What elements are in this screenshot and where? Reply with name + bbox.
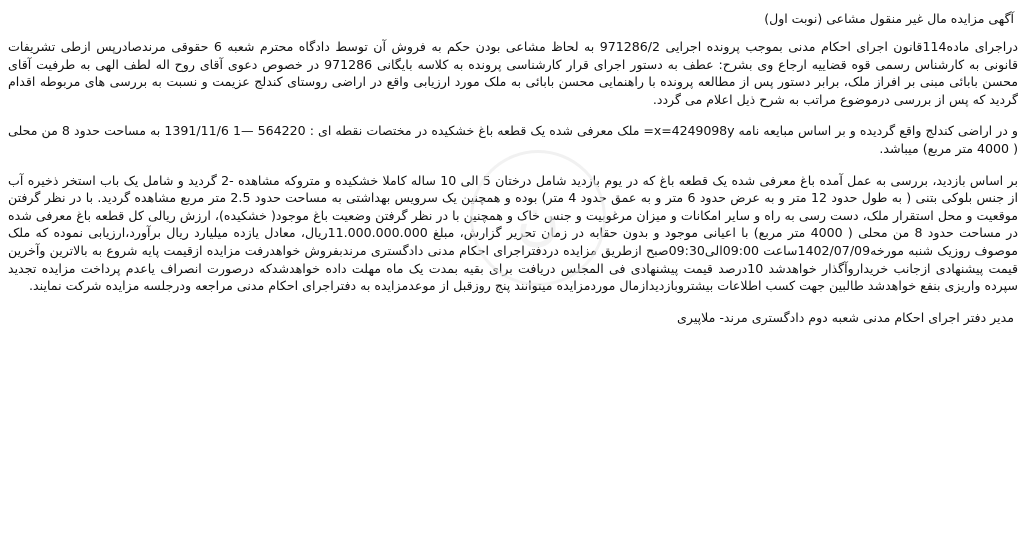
notice-title: آگهی مزایده مال غیر منقول مشاعی (نوبت اول) — [764, 11, 1014, 26]
paragraph-property-location: و در اراضی کندلج واقع گردیده و بر اساس مبایعه نامه x=4249098y= ملک معرفی شده یک قطعه باغ خشکیده در مختصات نقطه ای : 564220 —1 1391/11/6 به مساحت حدود 8 من محلی ( 4000 متر مربع) میباشد. — [8, 123, 1018, 156]
emblem-watermark-icon: ن — [470, 150, 606, 286]
paragraph-intro: دراجرای ماده114قانون اجرای احکام مدنی بموجب پرونده اجرایی 971286/2 به لحاظ مشاعی بودن حکم به فروش آن توسط دادگاه محترم شعبه 6 حقوقی مرندصادرپس ازطی تشریفات قانونی به کارشناس رسمی قوه قضاییه ارجاع وی بشرح: عطف به دستور اجرای قرار کارشناسی پرونده به کلاسه بایگانی 971286 در خصوص دعوی آقای روح اله لطف الهی به طرفیت آقای محسن بابائی مبنی بر افراز ملک، برابر دستور پس از مطالعه پرونده با راهنمایی محسن بابائی به ملک مورد ارزیابی واقع در اراضی روستای کندلج عزیمت و نسبت به بررسی های مربوطه اقدام گردید که پس از بررسی درموضوع مراتب به شرح ذیل اعلام می گردد. — [8, 39, 1018, 107]
paragraph-inspection-and-auction-terms: بر اساس بازدید، بررسی به عمل آمده باغ معرفی شده یک قطعه باغ که در یوم بازدید شامل درختان 5 الی 10 ساله کاملا خشکیده و متروکه مشاهده -2 گردید و شامل یک باب استخر ذخیره آب از جنس بلوکی بتنی ( به طول حدود 12 متر و به عرض حدود 6 متر و به عمق حدود 4 متر) بوده و همچنین یک سرویس بهداشتی به مساحت حدود 2.5 متر مربع مشاهده گردید. با در نظر گرفتن موقعیت و محل استقرار ملک، دست رسی به راه و سایر امکانات و میزان مرغوبیت و جنس خاک و همچنین با در نظر گرفتن وضعیت باغ موجود( خشکیده)، ارزش ریالی کل قطعه باغ معرفی شده در مساحت حدود 8 من محلی ( 4000 متر مربع) با اعیانی موجود و بدون حقابه در زمان تحریر گزارش، مبلغ 11.000.000.000ریال، معادل یازده میلیارد ریال برآورد،ارزیابی نموده که ملک موصوف روزیک شنبه مورخه1402/07/09ساعت 09:00الی09:30صبح ازطریق مزایده دردفتراجرای احکام مدنی دادگستری مرندبفروش خواهدرفت مزایده ازقیمت پایه شروع به بالاترین وآخرین قیمت پیشنهادی ازجانب خریداروآگذار خواهدشد 10درصد قیمت پیشنهادی فی المجلس دریافت برای بقیه بمدت یک ماه مهلت داده خواهدشدکه درصورت انصراف یاعدم پرداخت مزایده تجدید سپرده واریزی بنفع خواهدشد طالبین جهت کسب اطلاعات بیشتروبازدیدازمال موردمزایده میتوانند پنج روزقبل از موعدمزایده به دفتراجرای احکام مدنی مراجعه ودرجلسه مزایده شرکت نمایند. — [8, 172, 1019, 294]
signature-line: مدیر دفتر اجرای احکام مدنی شعبه دوم دادگستری مرند- ملاپیری — [677, 309, 1014, 325]
